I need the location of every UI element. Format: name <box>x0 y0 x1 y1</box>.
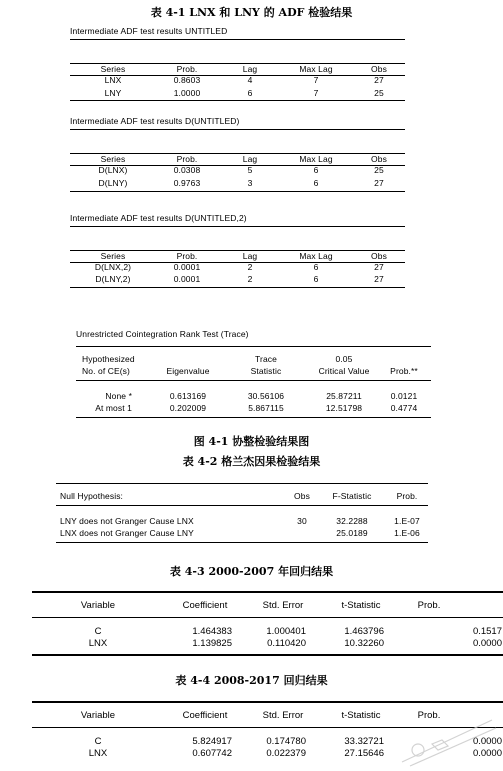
granger-header-null: Null Hypothesis: <box>60 491 124 501</box>
table-cell: 1.E-07 <box>394 516 420 526</box>
col-obs-header: Obs <box>371 64 387 74</box>
reg1-header-prob: Prob. <box>417 600 441 611</box>
table-cell: At most 1 <box>95 403 132 413</box>
table-cell: C <box>94 736 102 747</box>
table-cell: 6 <box>313 262 319 272</box>
reg1-header-stderr: Std. Error <box>262 600 304 611</box>
table-cell: 7 <box>313 75 319 85</box>
reg1-header-tstat: t-Statistic <box>341 600 381 611</box>
table-cell: D(LNX) <box>98 165 128 175</box>
table-cell: 5 <box>247 165 253 175</box>
table-cell: 25 <box>374 88 384 98</box>
table-cell: 0.1517 <box>472 626 502 637</box>
reg2-header-prob: Prob. <box>417 710 441 721</box>
coint-header-eigenvalue: Eigenvalue <box>166 366 210 376</box>
table-cell: 0.0308 <box>173 165 201 175</box>
reg2-header-stderr: Std. Error <box>262 710 304 721</box>
table-cell: 6 <box>313 274 319 284</box>
table-cell: 25.0189 <box>336 528 368 538</box>
table-cell: 0.110420 <box>267 638 306 649</box>
table-cell: LNX <box>104 75 122 85</box>
table-cell: LNY <box>104 88 122 98</box>
col-series-header: Series <box>100 64 126 74</box>
table-cell: 0.613169 <box>169 391 207 401</box>
table-cell: 0.0001 <box>173 262 201 272</box>
reg1-header-coefficient: Coefficient <box>182 600 228 611</box>
coint-header-hypothesized: Hypothesized <box>82 354 135 364</box>
table-cell: LNY does not Granger Cause LNX <box>60 516 194 526</box>
table-cell: LNX <box>88 638 108 649</box>
table-cell: 2 <box>247 262 253 272</box>
table-cell: 0.0000 <box>472 638 502 649</box>
col-prob-header: Prob. <box>176 154 198 164</box>
table-cell: 6 <box>247 88 253 98</box>
table-cell: 7 <box>313 88 319 98</box>
table-cell: 0.0001 <box>173 274 201 284</box>
reg2-header-tstat: t-Statistic <box>341 710 381 721</box>
granger-header-prob: Prob. <box>396 491 418 501</box>
coint-title: Unrestricted Cointegration Rank Test (Trace) <box>76 329 249 339</box>
table-cell: None * <box>105 391 132 401</box>
col-series-header: Series <box>100 251 126 261</box>
adf-title-3: Intermediate ADF test results D(UNTITLED,2) <box>70 213 247 223</box>
table-cell: 0.174780 <box>266 736 306 747</box>
table-cell: 10.32260 <box>344 638 384 649</box>
table-cell: 25.87211 <box>326 391 362 401</box>
granger-header-obs: Obs <box>294 491 310 501</box>
table-cell: 30.56106 <box>247 391 285 401</box>
table-cell: 30 <box>297 516 307 526</box>
table-cell: D(LNY) <box>98 178 128 188</box>
table-cell: 32.2288 <box>336 516 368 526</box>
table-cell: 1.E-06 <box>394 528 420 538</box>
col-lag-header: Lag <box>242 251 258 261</box>
table-cell: 33.32721 <box>344 736 384 747</box>
granger-header-fstat: F-Statistic <box>332 491 372 501</box>
table-cell: 1.0000 <box>173 88 201 98</box>
table-cell: 27 <box>374 75 384 85</box>
table-cell: 6 <box>313 178 319 188</box>
adf-title-2: Intermediate ADF test results D(UNTITLED) <box>70 116 240 126</box>
col-obs-header: Obs <box>371 251 387 261</box>
figure-caption-4-1: 图 4-1 协整检验结果图 <box>193 435 310 448</box>
coint-header-statistic: Statistic <box>250 366 282 376</box>
table-cell: LNX <box>88 748 108 759</box>
reg2-header-variable: Variable <box>80 710 116 721</box>
table-cell: 6 <box>313 165 319 175</box>
table-cell: 5.867115 <box>248 403 284 413</box>
watermark-graphic <box>392 700 502 770</box>
table-caption-4-3: 表 4-3 2000-2007 年回归结果 <box>169 565 334 578</box>
col-maxlag-header: Max Lag <box>299 154 333 164</box>
table-cell: 0.022379 <box>266 748 306 759</box>
coint-header-005: 0.05 <box>335 354 353 364</box>
table-cell: 2 <box>247 274 253 284</box>
col-lag-header: Lag <box>242 64 258 74</box>
table-cell: 0.607742 <box>192 748 232 759</box>
adf-title-1: Intermediate ADF test results UNTITLED <box>70 26 228 36</box>
table-cell: 4 <box>247 75 253 85</box>
table-caption-4-1: 表 4-1 LNX 和 LNY 的 ADF 检验结果 <box>150 6 353 19</box>
table-cell: D(LNY,2) <box>95 274 131 284</box>
table-cell: D(LNX,2) <box>94 262 132 272</box>
col-series-header: Series <box>100 154 126 164</box>
table-cell: 0.0000 <box>472 748 502 759</box>
table-cell: 27 <box>374 178 384 188</box>
table-cell: 1.139825 <box>192 638 232 649</box>
col-lag-header: Lag <box>242 154 258 164</box>
reg1-header-variable: Variable <box>80 600 116 611</box>
table-cell: 5.824917 <box>192 736 232 747</box>
col-prob-header: Prob. <box>176 251 198 261</box>
table-cell: 25 <box>374 165 384 175</box>
col-maxlag-header: Max Lag <box>299 64 333 74</box>
table-caption-4-2: 表 4-2 格兰杰因果检验结果 <box>182 455 321 468</box>
coint-header-nce: No. of CE(s) <box>82 366 130 376</box>
table-cell: 0.4774 <box>390 403 418 413</box>
table-cell: C <box>94 626 102 637</box>
table-cell: 0.202009 <box>169 403 207 413</box>
table-cell: 1.000401 <box>266 626 306 637</box>
table-cell: 0.0000 <box>472 736 502 747</box>
table-cell: 1.464383 <box>192 626 232 637</box>
table-cell: 27 <box>374 274 384 284</box>
table-cell: 0.0121 <box>390 391 418 401</box>
table-cell: 3 <box>247 178 253 188</box>
col-obs-header: Obs <box>371 154 387 164</box>
coint-header-trace: Trace <box>255 354 277 364</box>
table-cell: 27 <box>374 262 384 272</box>
table-cell: LNX does not Granger Cause LNY <box>60 528 194 538</box>
col-prob-header: Prob. <box>176 64 198 74</box>
table-cell: 1.463796 <box>344 626 384 637</box>
reg2-header-coefficient: Coefficient <box>182 710 228 721</box>
table-cell: 12.51798 <box>325 403 363 413</box>
coint-header-prob: Prob.** <box>390 366 418 376</box>
col-maxlag-header: Max Lag <box>299 251 333 261</box>
table-cell: 27.15646 <box>344 748 384 759</box>
table-cell: 0.8603 <box>173 75 201 85</box>
table-caption-4-4: 表 4-4 2008-2017 回归结果 <box>175 674 328 687</box>
table-cell: 0.9763 <box>173 178 201 188</box>
coint-header-critical-value: Critical Value <box>318 366 370 376</box>
